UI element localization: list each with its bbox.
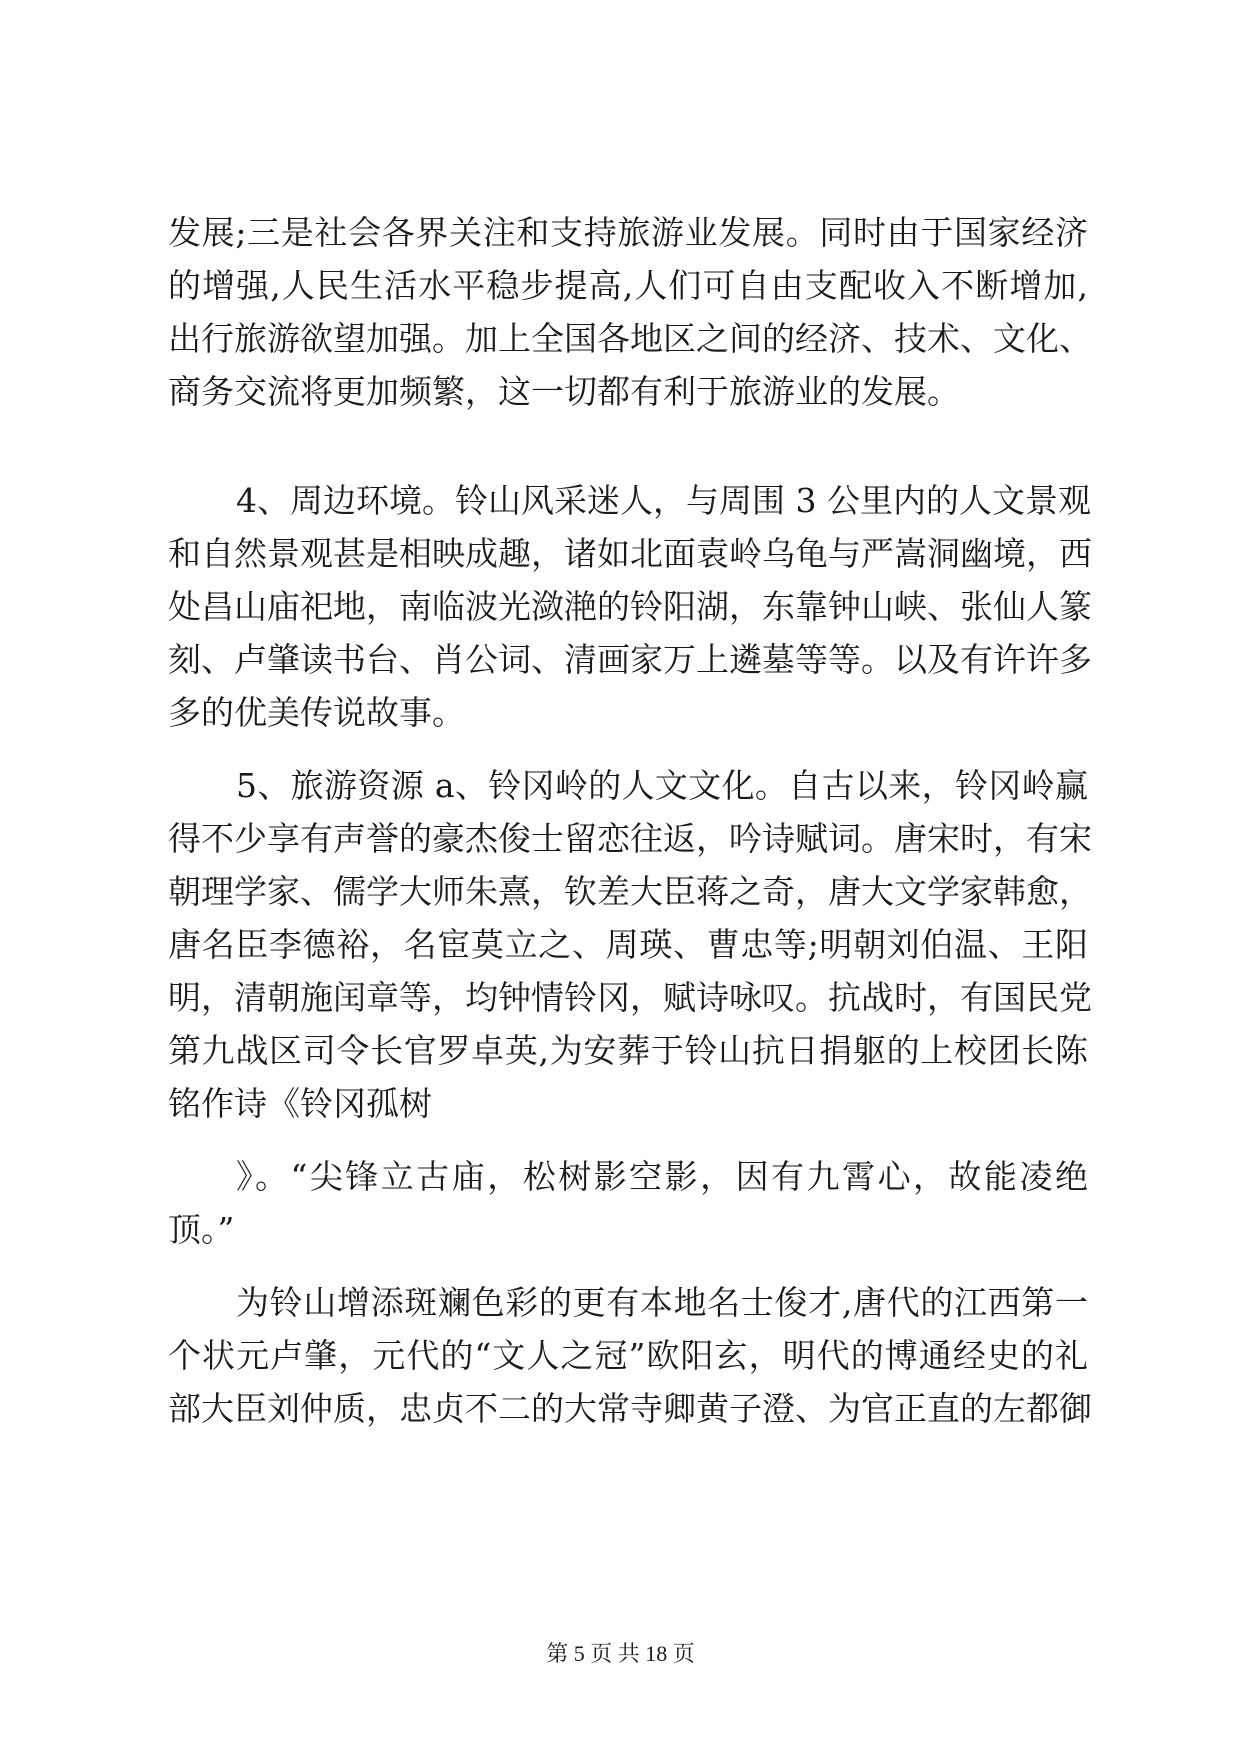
text-line: 刻、卢肇读书台、肖公词、清画家万上遴墓等等。以及有许许多: [168, 640, 1092, 679]
text-line: 部大臣刘仲质，忠贞不二的大常寺卿黄子澄、为官正直的左都御: [168, 1389, 1092, 1428]
text-line: 的增强,人民生活水平稳步提高,人们可自由支配收入不断增加,: [168, 266, 1088, 305]
text-line: 铭作诗《铃冈孤树: [168, 1084, 432, 1123]
text-line: 发展;三是社会各界关注和支持旅游业发展。同时由于国家经济: [168, 213, 1088, 252]
text-line: 多的优美传说故事。: [168, 693, 465, 732]
text-line: 4、周边环境。铃山风采迷人，与周围 3 公里内的人文景观: [236, 481, 1091, 520]
text-line: 朝理学家、儒学大师朱熹，钦差大臣蒋之奇，唐大文学家韩愈，: [168, 872, 1092, 911]
text-line: 第九战区司令长官罗卓英,为安葬于铃山抗日捐躯的上校团长陈: [168, 1031, 1088, 1070]
text-line: 唐名臣李德裕，名宦莫立之、周瑛、曹忠等;明朝刘伯温、王阳: [168, 925, 1088, 964]
text-line: 处昌山庙祀地，南临波光潋滟的铃阳湖，东靠钟山峡、张仙人篆: [168, 587, 1092, 626]
text-line: 》。“尖锋立古庙，松树影空影，因有九霄心，故能凌绝: [236, 1157, 1088, 1196]
page-footer: 第 5 页 共 18 页: [546, 1641, 695, 1666]
text-line: 出行旅游欲望加强。加上全国各地区之间的经济、技术、文化、: [168, 319, 1092, 358]
text-line: 和自然景观甚是相映成趣，诸如北面袁岭乌龟与严嵩洞幽境，西: [168, 534, 1092, 573]
text-line: 5、旅游资源 a、铃冈岭的人文文化。自古以来，铃冈岭赢: [236, 766, 1088, 805]
text-line: 为铃山增添斑斓色彩的更有本地名士俊才,唐代的江西第一: [236, 1283, 1088, 1322]
text-line: 个状元卢肇，元代的“文人之冠”欧阳玄，明代的博通经史的礼: [168, 1336, 1088, 1375]
text-line: 顶。”: [168, 1210, 235, 1249]
text-line: 明，清朝施闰章等，均钟情铃冈，赋诗咏叹。抗战时，有国民党: [168, 978, 1092, 1017]
text-line: 商务交流将更加频繁，这一切都有利于旅游业的发展。: [168, 372, 960, 411]
text-line: 得不少享有声誉的豪杰俊士留恋往返，吟诗赋词。唐宋时，有宋: [168, 819, 1092, 858]
